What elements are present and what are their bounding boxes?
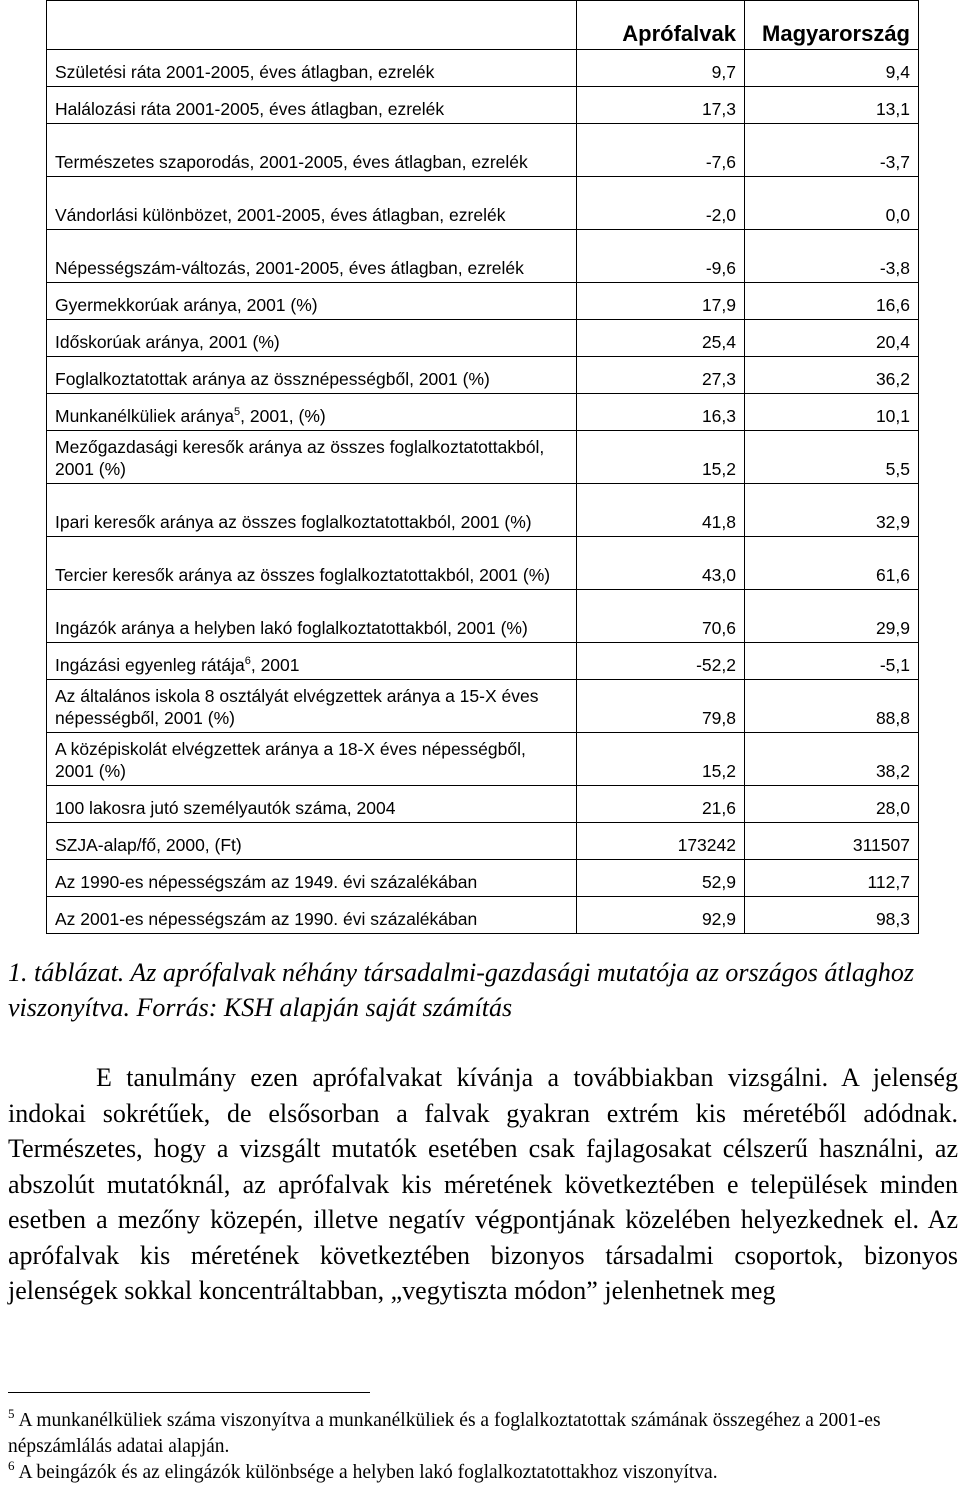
value-aprofalvak: 17,9 bbox=[577, 283, 745, 320]
value-magyarorszag: 88,8 bbox=[745, 680, 919, 733]
value-magyarorszag: 112,7 bbox=[745, 860, 919, 897]
row-label: Időskorúak aránya, 2001 (%) bbox=[47, 320, 577, 357]
value-aprofalvak: 15,2 bbox=[577, 733, 745, 786]
row-label: Születési ráta 2001-2005, éves átlagban, ezrelék bbox=[47, 50, 577, 87]
row-label: Népességszám-változás, 2001-2005, éves átlagban, ezrelék bbox=[47, 230, 577, 283]
value-aprofalvak: 16,3 bbox=[577, 394, 745, 431]
value-magyarorszag: 28,0 bbox=[745, 786, 919, 823]
value-aprofalvak: 70,6 bbox=[577, 590, 745, 643]
value-magyarorszag: 311507 bbox=[745, 823, 919, 860]
row-label: Tercier keresők aránya az összes foglalkoztatottakból, 2001 (%) bbox=[47, 537, 577, 590]
value-aprofalvak: 43,0 bbox=[577, 537, 745, 590]
footnote-5 bbox=[8, 1408, 958, 1460]
table-header-row bbox=[47, 1, 919, 50]
value-magyarorszag: 13,1 bbox=[745, 87, 919, 124]
value-aprofalvak: 52,9 bbox=[577, 860, 745, 897]
value-aprofalvak: 79,8 bbox=[577, 680, 745, 733]
row-label: SZJA-alap/fő, 2000, (Ft) bbox=[47, 823, 577, 860]
value-magyarorszag: -3,8 bbox=[745, 230, 919, 283]
table-row bbox=[47, 786, 919, 823]
table-row bbox=[47, 431, 919, 484]
body-paragraph: E tanulmány ezen aprófalvakat kívánja a továbbiakban vizsgálni. A jelenség indokai sokrétűek, de elsősorban a falvak gyakran extrém kis méretéből adódnak. Természetes, hogy a vizsgált mutatók esetében csak fajlagosakat célszerű használni, az abszolút mutatóknál, az aprófalvak kis méretének következtében e települések minden esetben a mezőny közepén, illetve negatív végpontjának közelében helyezkednek el. Az aprófalvak kis méretének következtében bizonyos társadalmi csoportok, bizonyos jelenségek sokkal koncentráltabban, „vegytiszta módon” jelenhetnek meg bbox=[8, 1063, 958, 1305]
row-label-text: , 2001 bbox=[250, 655, 300, 675]
table-row bbox=[47, 860, 919, 897]
row-label: Mezőgazdasági keresők aránya az összes foglalkoztatottakból, 2001 (%) bbox=[47, 431, 577, 484]
value-magyarorszag: 20,4 bbox=[745, 320, 919, 357]
footnote-mark: 6 bbox=[8, 1458, 15, 1473]
table-row bbox=[47, 357, 919, 394]
row-label bbox=[47, 643, 577, 680]
value-aprofalvak: 17,3 bbox=[577, 87, 745, 124]
footnotes bbox=[8, 1408, 958, 1486]
value-magyarorszag: -3,7 bbox=[745, 124, 919, 177]
value-magyarorszag: 9,4 bbox=[745, 50, 919, 87]
value-magyarorszag: 36,2 bbox=[745, 357, 919, 394]
row-label: A középiskolát elvégzettek aránya a 18-X éves népességből, 2001 (%) bbox=[47, 733, 577, 786]
value-aprofalvak: -2,0 bbox=[577, 177, 745, 230]
footnote-ref-6: 6 bbox=[244, 655, 251, 667]
row-label: Halálozási ráta 2001-2005, éves átlagban, ezrelék bbox=[47, 87, 577, 124]
footnote-text: A munkanélküliek száma viszonyítva a munkanélküliek és a foglalkoztatottak számának összegéhez a 2001-es népszámlálás adatai alapján. bbox=[8, 1410, 881, 1457]
table-row bbox=[47, 394, 919, 431]
value-aprofalvak: 25,4 bbox=[577, 320, 745, 357]
value-magyarorszag: 38,2 bbox=[745, 733, 919, 786]
row-label: Az 2001-es népességszám az 1990. évi százalékában bbox=[47, 897, 577, 934]
table-row bbox=[47, 680, 919, 733]
value-magyarorszag: -5,1 bbox=[745, 643, 919, 680]
row-label: Gyermekkorúak aránya, 2001 (%) bbox=[47, 283, 577, 320]
value-aprofalvak: 41,8 bbox=[577, 484, 745, 537]
footnote-divider bbox=[8, 1392, 370, 1393]
row-label: Ingázók aránya a helyben lakó foglalkoztatottakból, 2001 (%) bbox=[47, 590, 577, 643]
value-magyarorszag: 0,0 bbox=[745, 177, 919, 230]
table-row bbox=[47, 124, 919, 177]
row-label: Vándorlási különbözet, 2001-2005, éves átlagban, ezrelék bbox=[47, 177, 577, 230]
row-label-text: Munkanélküliek aránya bbox=[55, 406, 234, 426]
value-magyarorszag: 5,5 bbox=[745, 431, 919, 484]
statistics-table-wrapper bbox=[46, 0, 918, 934]
header-magyarorszag: Magyarország bbox=[745, 1, 919, 50]
value-magyarorszag: 98,3 bbox=[745, 897, 919, 934]
row-label-text: , 2001, (%) bbox=[240, 406, 326, 426]
header-label-cell bbox=[47, 1, 577, 50]
value-magyarorszag: 16,6 bbox=[745, 283, 919, 320]
value-aprofalvak: -52,2 bbox=[577, 643, 745, 680]
value-aprofalvak: 9,7 bbox=[577, 50, 745, 87]
table-row bbox=[47, 643, 919, 680]
value-aprofalvak: 92,9 bbox=[577, 897, 745, 934]
row-label-text: Ingázási egyenleg rátája bbox=[55, 655, 245, 675]
row-label: Ipari keresők aránya az összes foglalkoztatottakból, 2001 (%) bbox=[47, 484, 577, 537]
footnote-text: A beingázók és az elingázók különbsége a helyben lakó foglalkoztatottakhoz viszonyítva. bbox=[18, 1462, 718, 1483]
table-row bbox=[47, 50, 919, 87]
table-row bbox=[47, 897, 919, 934]
value-magyarorszag: 61,6 bbox=[745, 537, 919, 590]
row-label: Foglalkoztatottak aránya az össznépességből, 2001 (%) bbox=[47, 357, 577, 394]
table-row bbox=[47, 537, 919, 590]
value-magyarorszag: 29,9 bbox=[745, 590, 919, 643]
table-row bbox=[47, 230, 919, 283]
row-label bbox=[47, 394, 577, 431]
header-aprofalvak: Aprófalvak bbox=[577, 1, 745, 50]
value-aprofalvak: 27,3 bbox=[577, 357, 745, 394]
row-label: Az általános iskola 8 osztályát elvégzettek aránya a 15-X éves népességből, 2001 (%) bbox=[47, 680, 577, 733]
value-magyarorszag: 32,9 bbox=[745, 484, 919, 537]
row-label: Természetes szaporodás, 2001-2005, éves átlagban, ezrelék bbox=[47, 124, 577, 177]
value-aprofalvak: 21,6 bbox=[577, 786, 745, 823]
value-aprofalvak: 15,2 bbox=[577, 431, 745, 484]
footnote-6 bbox=[8, 1460, 958, 1486]
value-magyarorszag: 10,1 bbox=[745, 394, 919, 431]
table-caption: 1. táblázat. Az aprófalvak néhány társadalmi-gazdasági mutatója az országos átlaghoz viszonyítva. Forrás: KSH alapján saját számítás bbox=[8, 958, 914, 1022]
value-aprofalvak: -9,6 bbox=[577, 230, 745, 283]
value-aprofalvak: -7,6 bbox=[577, 124, 745, 177]
table-row bbox=[47, 87, 919, 124]
row-label: Az 1990-es népességszám az 1949. évi százalékában bbox=[47, 860, 577, 897]
table-row bbox=[47, 177, 919, 230]
row-label: 100 lakosra jutó személyautók száma, 2004 bbox=[47, 786, 577, 823]
footnote-mark: 5 bbox=[8, 1406, 15, 1421]
footnote-ref-5: 5 bbox=[234, 406, 241, 418]
table-row bbox=[47, 283, 919, 320]
table-row bbox=[47, 590, 919, 643]
table-row bbox=[47, 823, 919, 860]
table-row bbox=[47, 320, 919, 357]
table-row bbox=[47, 733, 919, 786]
value-aprofalvak: 173242 bbox=[577, 823, 745, 860]
table-row bbox=[47, 484, 919, 537]
statistics-table bbox=[46, 0, 919, 934]
